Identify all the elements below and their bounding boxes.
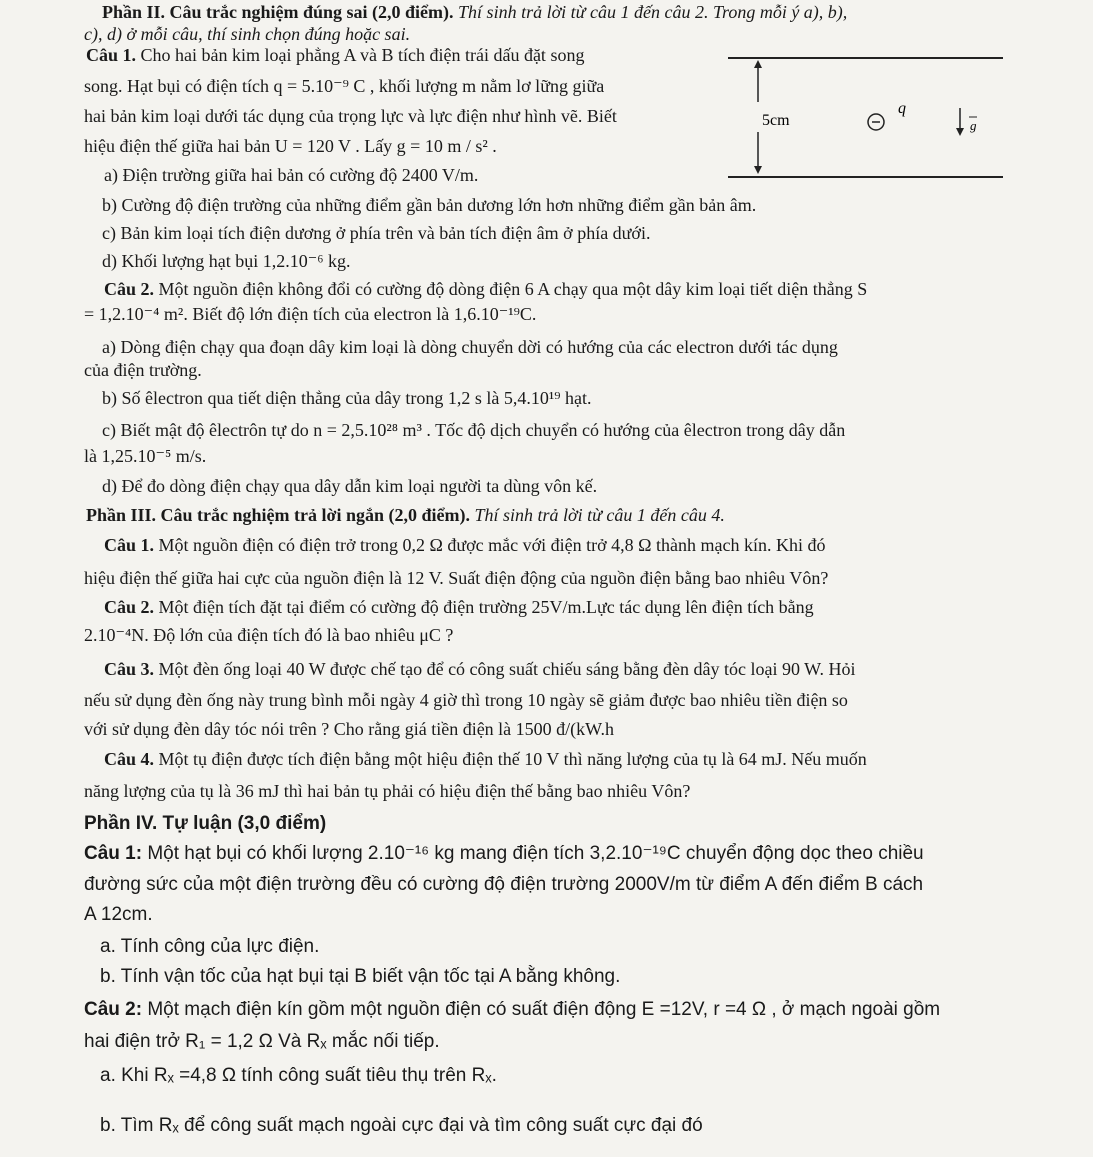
p2q1-a: a) Điện trường giữa hai bản có cường độ 2400 V/m.: [104, 165, 479, 185]
part3-header-line: [86, 503, 725, 527]
p4q1-label: Câu 1:: [84, 843, 143, 864]
p3q4-line1: [104, 747, 867, 771]
part2-header-note: Thí sinh trả lời từ câu 1 đến câu 2. Trong mỗi ý a), b),: [458, 2, 848, 22]
p3q2-l2: 2.10⁻⁴N. Độ lớn của điện tích đó là bao nhiêu μC ?: [84, 625, 454, 645]
p2q2-c: c) Biết mật độ êlectrôn tự do n = 2,5.10²⁸ m³ . Tốc độ dịch chuyển có hướng của êlectron trong dây dẫn: [102, 420, 846, 440]
p4q1-b: b. Tính vận tốc của hạt bụi tại B biết vận tốc tại A bằng không.: [100, 966, 621, 987]
part3-header-note: Thí sinh trả lời từ câu 1 đến câu 4.: [474, 505, 725, 525]
p4q1-l1: Một hạt bụi có khối lượng 2.10⁻¹⁶ kg mang điện tích 3,2.10⁻¹⁹C chuyển động dọc theo chiều: [147, 843, 924, 864]
p4q2-line1: [84, 998, 940, 1022]
p2q1-d: d) Khối lượng hạt bụi 1,2.10⁻⁶ kg.: [102, 251, 351, 271]
p2q1-b: b) Cường độ điện trường của những điểm gần bản dương lớn hơn những điểm gần bản âm.: [102, 195, 757, 215]
gravity-arrow-icon: [956, 128, 964, 136]
p2q2-a2: của điện trường.: [84, 360, 202, 380]
p2q1-c: c) Bản kim loại tích điện dương ở phía trên và bản tích điện âm ở phía dưới.: [102, 223, 651, 243]
gravity-label: g: [970, 118, 977, 133]
p3q3-l3: với sử dụng đèn dây tóc nói trên ? Cho rằng giá tiền điện là 1500 đ/(kW.h: [84, 719, 615, 739]
p2q2-b: b) Số êlectron qua tiết diện thẳng của dây trong 1,2 s là 5,4.10¹⁹ hạt.: [102, 388, 592, 408]
p2q1-l2: song. Hạt bụi có điện tích q = 5.10⁻⁹ C , khối lượng m nằm lơ lững giữa: [84, 76, 605, 96]
p3q2-label: Câu 2.: [104, 597, 155, 617]
dimension-arrow-down-icon: [754, 166, 762, 174]
p2q2-l1: Một nguồn điện không đổi có cường độ dòng điện 6 A chạy qua một dây kim loại tiết diện thẳng S: [158, 279, 868, 299]
p4q1-l2: đường sức của một điện trường đều có cường độ điện trường 2000V/m từ điểm A đến điểm B cách: [84, 874, 924, 895]
p3q4-l1: Một tụ điện được tích điện bằng một hiệu điện thế 10 V thì năng lượng của tụ là 64 mJ. Nếu muốn: [158, 749, 867, 769]
p2q2-c2: là 1,25.10⁻⁵ m/s.: [84, 446, 207, 466]
part3-header: Phần III. Câu trắc nghiệm trả lời ngắn (2,0 điểm).: [86, 505, 470, 525]
part2-header: Phần II. Câu trắc nghiệm đúng sai (2,0 điểm).: [102, 2, 454, 22]
part2-header-line: [102, 0, 847, 24]
p4q1-line1: [84, 842, 924, 866]
p2q2-d: d) Để đo dòng điện chạy qua dây dẫn kim loại người ta dùng vôn kế.: [102, 476, 598, 496]
p2q2-a: a) Dòng điện chạy qua đoạn dây kim loại là dòng chuyển dời có hướng của các electron dưới tác dụng: [102, 337, 838, 357]
parallel-plates-figure: [728, 50, 1008, 185]
p4q1-l3: A 12cm.: [84, 904, 153, 925]
p3q3-l2: nếu sử dụng đèn ống này trung bình mỗi ngày 4 giờ thì trong 10 ngày sẽ giảm được bao nhiêu tiền điện so: [84, 690, 848, 710]
p3q3-l1: Một đèn ống loại 40 W được chế tạo để có công suất chiếu sáng bằng đèn dây tóc loại 90 W. Hỏi: [158, 659, 856, 679]
part4-header: Phần IV. Tự luận (3,0 điểm): [84, 813, 327, 834]
p2q1-line1: [86, 43, 584, 67]
p4q2-a: a. Khi Rₓ =4,8 Ω tính công suất tiêu thụ trên Rₓ.: [100, 1065, 497, 1086]
p3q4-l2: năng lượng của tụ là 36 mJ thì hai bản tụ phải có hiệu điện thế bằng bao nhiêu Vôn?: [84, 781, 691, 801]
p2q2-label: Câu 2.: [104, 279, 155, 299]
charge-label: q: [898, 100, 906, 117]
p2q1-l4: hiệu điện thế giữa hai bản U = 120 V . Lấy g = 10 m / s² .: [84, 136, 497, 156]
p3q4-label: Câu 4.: [104, 749, 155, 769]
p4q2-label: Câu 2:: [84, 999, 143, 1020]
p4q2-l1: Một mạch điện kín gồm một nguồn điện có suất điện động E =12V, r =4 Ω , ở mạch ngoài gồm: [147, 999, 941, 1020]
p3q1-l1: Một nguồn điện có điện trở trong 0,2 Ω được mắc với điện trở 4,8 Ω thành mạch kín. Khi đó: [158, 535, 826, 555]
p3q1-line1: [104, 533, 826, 557]
p4q2-l2: hai điện trở R₁ = 1,2 Ω Và Rₓ mắc nối tiếp.: [84, 1031, 440, 1052]
p2q1-l1: Cho hai bản kim loại phẳng A và B tích điện trái dấu đặt song: [140, 45, 585, 65]
p3q1-label: Câu 1.: [104, 535, 155, 555]
p4q2-b: b. Tìm Rₓ để công suất mạch ngoài cực đại và tìm công suất cực đại đó: [100, 1115, 703, 1136]
p2q2-line1: [104, 277, 867, 301]
p2q2-l2: = 1,2.10⁻⁴ m². Biết độ lớn điện tích của electron là 1,6.10⁻¹⁹C.: [84, 304, 537, 324]
p3q2-l1: Một điện tích đặt tại điểm có cường độ điện trường 25V/m.Lực tác dụng lên điện tích bằng: [158, 597, 814, 617]
p3q2-line1: [104, 595, 814, 619]
part2-header-note2: c), d) ở mỗi câu, thí sinh chọn đúng hoặc sai.: [84, 24, 411, 44]
p2q1-l3: hai bản kim loại dưới tác dụng của trọng lực và lực điện như hình vẽ. Biết: [84, 106, 617, 126]
p3q3-line1: [104, 657, 855, 681]
distance-label: 5cm: [762, 112, 790, 129]
p4q1-a: a. Tính công của lực điện.: [100, 936, 320, 957]
p3q3-label: Câu 3.: [104, 659, 155, 679]
dimension-arrow-up-icon: [754, 60, 762, 68]
p2q1-label: Câu 1.: [86, 45, 137, 65]
p3q1-l2: hiệu điện thế giữa hai cực của nguồn điện là 12 V. Suất điện động của nguồn điện bằng bao nhiêu Vôn?: [84, 568, 829, 588]
